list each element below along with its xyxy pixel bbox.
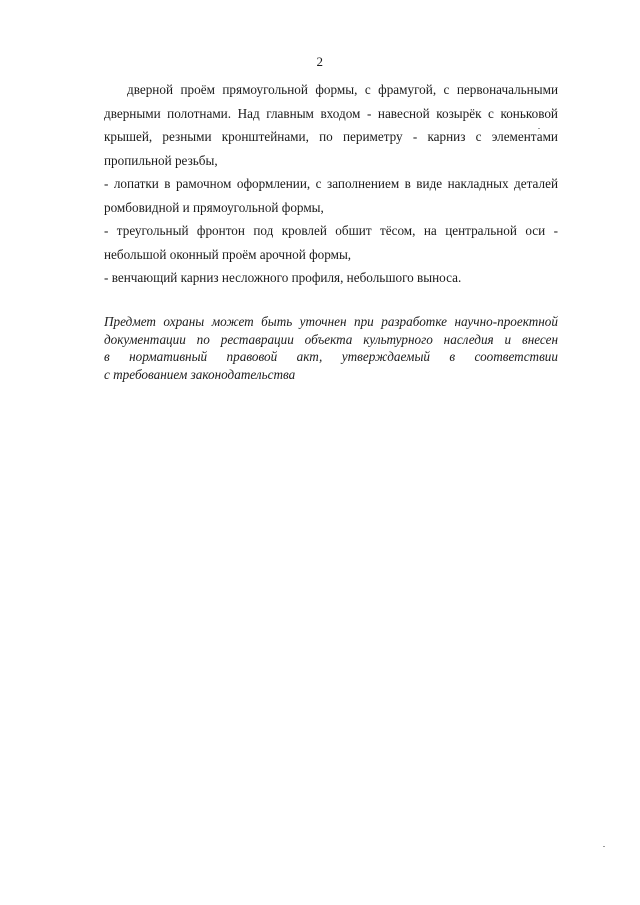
note-line: документации по реставрации объекта культурного наследия и внесен: [104, 331, 558, 347]
note-line: с требованием законодательства: [104, 366, 296, 382]
page-number: 2: [316, 54, 324, 69]
paragraph-pilasters: - лопатки в рамочном оформлении, с заполнением в виде накладных деталей ромбовидной и прямоугольной формы,: [104, 176, 558, 215]
scan-speck: [603, 846, 605, 847]
note-line: в нормативный правовой акт, утверждаемый в соответствии: [104, 349, 558, 364]
scan-speck: [538, 128, 540, 129]
paragraph-pediment: - треугольный фронтон под кровлей обшит тёсом, на центральной оси - небольшой оконный проём арочной формы,: [104, 223, 558, 262]
paragraph-door: дверной проём прямоугольной формы, с фрамугой, с первоначальными дверными полотнами. Над главным входом - навесной козырёк с коньковой крышей, резными кронштейнами, по периметру - карниз с элементами пропильной резьбы,: [104, 82, 558, 168]
paragraph-cornice: - венчающий карниз несложного профиля, небольшого выноса.: [104, 270, 462, 285]
body-text: [104, 78, 558, 290]
protection-note: [104, 313, 558, 383]
note-line: Предмет охраны может быть уточнен при разработке научно-проектной: [104, 314, 558, 329]
